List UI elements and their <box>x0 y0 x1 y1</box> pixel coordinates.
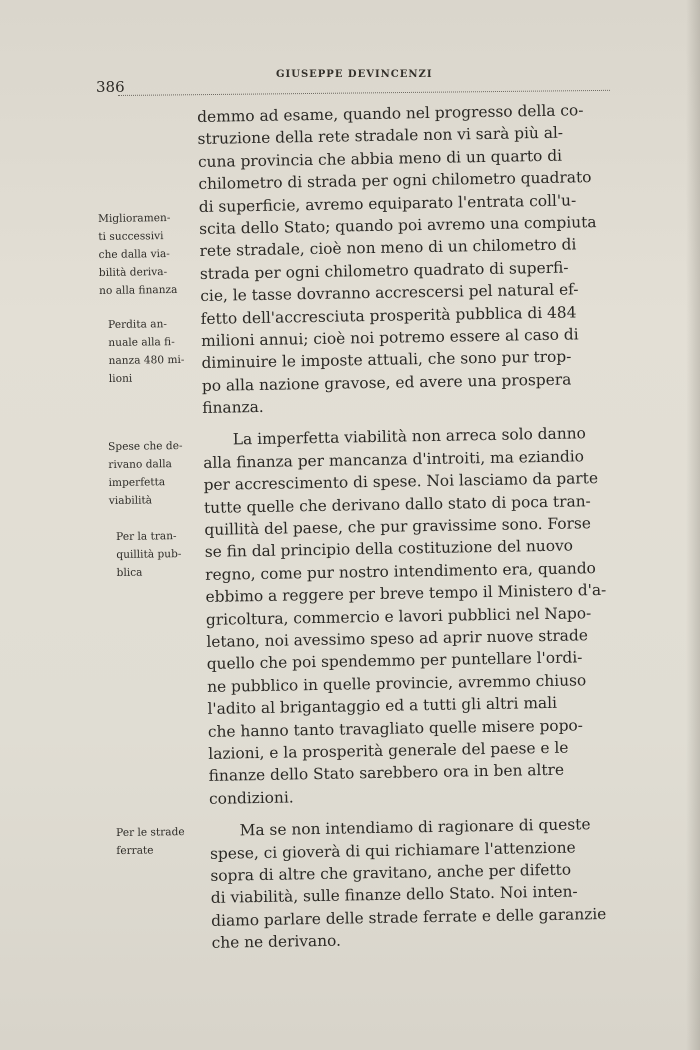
text-line: ne pubblico in quelle provincie, avremmo chiuso <box>206 671 587 696</box>
margin-note-line: nuale alla fi- <box>108 336 175 349</box>
text-line: finanze dello Stato sarebbero ora in ben altre <box>208 761 565 786</box>
text-line: gricoltura, commercio e lavori pubblici nel Napo- <box>205 603 592 629</box>
text-line: diamo parlare delle strade ferrate e delle garanzie <box>211 904 607 930</box>
text-line: struzione della rete stradale non vi sarà più al- <box>197 124 564 149</box>
text-line: che ne derivano. <box>211 931 342 952</box>
text-line: chilometro di strada per ogni chilometro quadrato <box>198 168 592 194</box>
margin-note-perdita <box>108 315 185 388</box>
paragraph-1 <box>197 99 622 420</box>
text-line: che hanno tanto travagliato quelle misere popo- <box>207 715 584 741</box>
text-line: tutte quelle che derivano dallo stato di poca tran- <box>203 491 591 517</box>
text-line: demmo ad esame, quando nel progresso della co- <box>197 101 584 126</box>
margin-note-line: rivano dalla <box>108 458 172 471</box>
body-text <box>197 99 632 955</box>
paragraph-2 <box>203 422 630 810</box>
text-line: La imperfetta viabilità non arreca solo danno <box>232 424 586 449</box>
text-line: di superficie, avremo equiparato l'entrata coll'u- <box>198 190 577 216</box>
header-rule <box>118 90 610 96</box>
margin-note-line: Perdita an- <box>108 318 168 331</box>
page-edge-shadow <box>686 0 700 1050</box>
margin-note-line: Per le strade <box>116 826 185 839</box>
margin-note-miglioramenti <box>98 209 178 300</box>
margin-note-line: nanza 480 mi- <box>108 353 185 367</box>
margin-note-line: Spese che de- <box>108 439 183 453</box>
text-line: letano, noi avessimo speso ad aprir nuove strade <box>206 626 589 651</box>
text-line: condizioni. <box>208 788 294 808</box>
margin-note-line: lioni <box>108 372 133 385</box>
text-line: l'adito al brigantaggio ed a tutti gli altri mali <box>207 693 558 719</box>
text-line: po alla nazione gravose, ed avere una prospera <box>201 370 572 395</box>
text-line: di viabilità, sulle finanze dello Stato. Noi inten- <box>210 882 578 908</box>
text-line: lazioni, e la prosperità generale del paese e le <box>208 738 569 763</box>
text-line: rete stradale, cioè non meno di un chilometro di <box>199 235 577 261</box>
text-line: se fin dal principio della costituzione del nuovo <box>204 536 574 562</box>
margin-note-line: no alla finanza <box>99 283 178 297</box>
text-line: cuna provincia che abbia meno di un quarto di <box>197 146 563 171</box>
margin-note-line: Per la tran- <box>116 530 177 543</box>
text-line: per accrescimento di spese. Noi lasciamo da parte <box>203 469 599 495</box>
margin-note-line: che dalla via- <box>98 248 170 261</box>
text-line: milioni annui; cioè noi potremo essere al caso di <box>200 325 579 350</box>
margin-note-line: blica <box>116 566 143 579</box>
text-line: cie, le tasse dovranno accrescersi pel natural ef- <box>200 280 579 306</box>
text-line: strada per ogni chilometro quadrato di superfi- <box>199 258 569 283</box>
page-number: 386 <box>96 78 125 96</box>
text-line: sopra di altre che gravitano, anche per difetto <box>210 860 572 885</box>
text-line: fetto dell'accresciuta prosperità pubblica di 484 <box>200 302 577 328</box>
margin-note-line: ferrate <box>116 844 154 857</box>
text-line: alla finanza per mancanza d'introiti, ma eziandio <box>203 447 585 472</box>
text-line: scita dello Stato; quando poi avremo una compiuta <box>198 213 597 238</box>
text-line: ebbimo a reggere per breve tempo il Ministero d'a- <box>205 581 607 607</box>
margin-note-strade-ferrate <box>116 823 185 860</box>
text-line: Ma se non intendiamo di ragionare di queste <box>239 815 591 840</box>
margin-note-line: ti successivi <box>98 230 164 243</box>
margin-note-line: quillità pub- <box>116 548 182 561</box>
running-head: GIUSEPPE DEVINCENZI <box>276 69 433 80</box>
text-line: finanza. <box>202 397 264 418</box>
text-line: quillità del paese, che pur gravissime sono. Forse <box>204 514 592 539</box>
margin-note-line: Miglioramen- <box>98 211 171 225</box>
text-line: quello che poi spendemmo per puntellare l'ordi- <box>206 648 583 674</box>
text-line: spese, ci gioverà di qui richiamare l'attenzione <box>209 838 576 863</box>
margin-note-tranquillita <box>116 527 182 582</box>
paragraph-3 <box>209 813 631 955</box>
margin-note-line: imperfetta <box>108 476 166 489</box>
margin-note-line: viabilità <box>108 494 153 507</box>
text-line: regno, come pur nostro intendimento era, quando <box>205 558 596 584</box>
text-line: diminuire le imposte attuali, che sono pur trop- <box>201 347 572 373</box>
margin-note-spese <box>108 437 183 510</box>
margin-note-line: bilità deriva- <box>98 266 168 279</box>
